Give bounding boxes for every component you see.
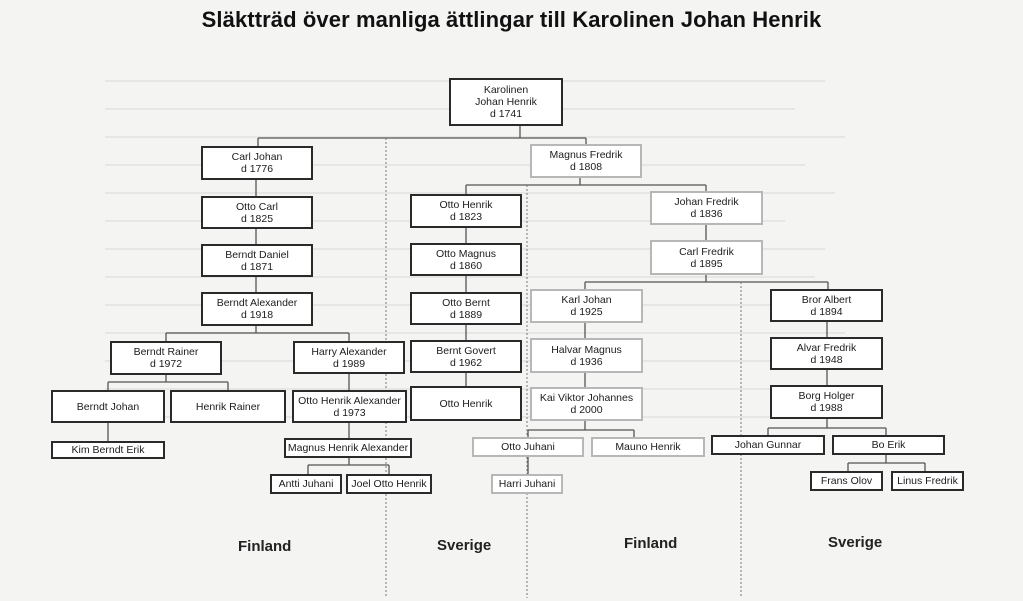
person-node [293, 341, 405, 374]
person-death-year: d 1825 [240, 212, 274, 225]
person-name: Kim Berndt Erik [71, 444, 145, 456]
person-name: Frans Olov [820, 475, 873, 487]
person-node [410, 194, 522, 228]
person-name: Otto Bernt [442, 296, 490, 309]
person-name: Otto Henrik Alexander [298, 394, 401, 407]
person-name: Berndt Alexander [216, 297, 298, 309]
person-name: Bernt Govert [436, 344, 496, 357]
person-node [201, 146, 313, 180]
person-death-year: d 1895 [690, 257, 723, 270]
person-name: Henrik Rainer [195, 400, 261, 413]
person-node [51, 390, 165, 423]
person-name: Bo Erik [871, 439, 906, 451]
person-node [410, 386, 522, 421]
region-label-sverige: Sverige [437, 537, 492, 554]
person-name: Borg Holger [798, 390, 855, 402]
person-node [201, 292, 313, 326]
person-death-year: d 1860 [449, 259, 483, 272]
person-name: Carl Fredrik [679, 245, 734, 258]
person-node [201, 196, 313, 229]
person-node [410, 340, 522, 373]
person-death-year: d 1776 [240, 163, 274, 175]
person-node [810, 471, 883, 491]
person-name: Harri Juhani [498, 478, 556, 490]
person-node [292, 390, 407, 423]
person-node [711, 435, 825, 455]
person-death-year: d 2000 [570, 404, 603, 416]
person-node [530, 338, 643, 373]
page-title: Släktträd över manliga ättlingar till Karolinen Johan Henrik [201, 7, 822, 32]
person-name: Magnus Fredrik [549, 149, 623, 161]
person-death-year: d 1972 [149, 358, 183, 370]
person-node [530, 387, 643, 421]
person-death-year: d 1894 [810, 305, 843, 318]
person-name: Linus Fredrik [897, 475, 958, 487]
person-node [270, 474, 342, 494]
person-death-year: d 1808 [569, 161, 603, 173]
person-node [530, 144, 642, 178]
person-name: Karolinen [483, 84, 529, 96]
person-name: Antti Juhani [278, 478, 334, 490]
person-node [770, 337, 883, 370]
person-death-year: d 1989 [332, 357, 366, 370]
person-node [491, 474, 563, 494]
person-node [591, 437, 705, 457]
region-label-sverige: Sverige [828, 534, 883, 551]
person-node [530, 289, 643, 323]
person-death-year: d 1836 [690, 208, 723, 220]
person-name: Otto Carl [235, 200, 278, 213]
person-name: Joel Otto Henrik [351, 478, 427, 490]
person-node [410, 292, 522, 325]
person-node [449, 78, 563, 126]
person-death-year: d 1962 [449, 356, 483, 369]
person-death-year: d 1823 [449, 211, 483, 223]
person-node [201, 244, 313, 277]
person-node [650, 191, 763, 225]
person-node [472, 437, 584, 457]
person-name: Mauno Henrik [615, 441, 681, 453]
person-death-year: d 1741 [489, 108, 523, 120]
person-node [170, 390, 286, 423]
person-name: Alvar Fredrik [796, 341, 857, 354]
person-node [832, 435, 945, 455]
person-node [346, 474, 432, 494]
person-name: Magnus Henrik Alexander [287, 442, 409, 454]
person-node [650, 240, 763, 275]
person-name: Berndt Johan [76, 400, 140, 413]
person-name: Harry Alexander [311, 345, 387, 358]
person-name: Bror Albert [801, 293, 852, 306]
person-name: Carl Johan [231, 151, 283, 163]
person-name: Kai Viktor Johannes [539, 392, 634, 404]
person-death-year: d 1925 [570, 306, 603, 318]
region-label-finland: Finland [238, 538, 292, 555]
person-name: Halvar Magnus [551, 343, 622, 356]
person-node [51, 441, 165, 459]
person-death-year: d 1988 [810, 402, 843, 414]
person-death-year: d 1948 [810, 353, 843, 366]
person-name: Otto Magnus [435, 247, 497, 260]
person-name: Johan Henrik [475, 96, 537, 108]
person-node [284, 438, 412, 458]
person-death-year: d 1871 [240, 260, 274, 273]
person-name: Berndt Rainer [133, 346, 199, 358]
person-name: Johan Gunnar [734, 439, 802, 451]
region-label-finland: Finland [624, 535, 678, 552]
person-node [410, 243, 522, 276]
person-node [770, 289, 883, 322]
person-name: Otto Juhani [501, 441, 555, 453]
person-name: Otto Henrik [439, 199, 493, 211]
person-death-year: d 1936 [570, 355, 603, 368]
person-node [770, 385, 883, 419]
person-name: Otto Henrik [439, 397, 493, 410]
person-death-year: d 1918 [240, 309, 274, 321]
person-name: Karl Johan [561, 294, 612, 306]
person-name: Berndt Daniel [225, 248, 289, 261]
person-death-year: d 1889 [449, 308, 483, 321]
person-death-year: d 1973 [333, 406, 366, 419]
person-node [891, 471, 964, 491]
person-node [110, 341, 222, 375]
person-name: Johan Fredrik [674, 196, 739, 208]
